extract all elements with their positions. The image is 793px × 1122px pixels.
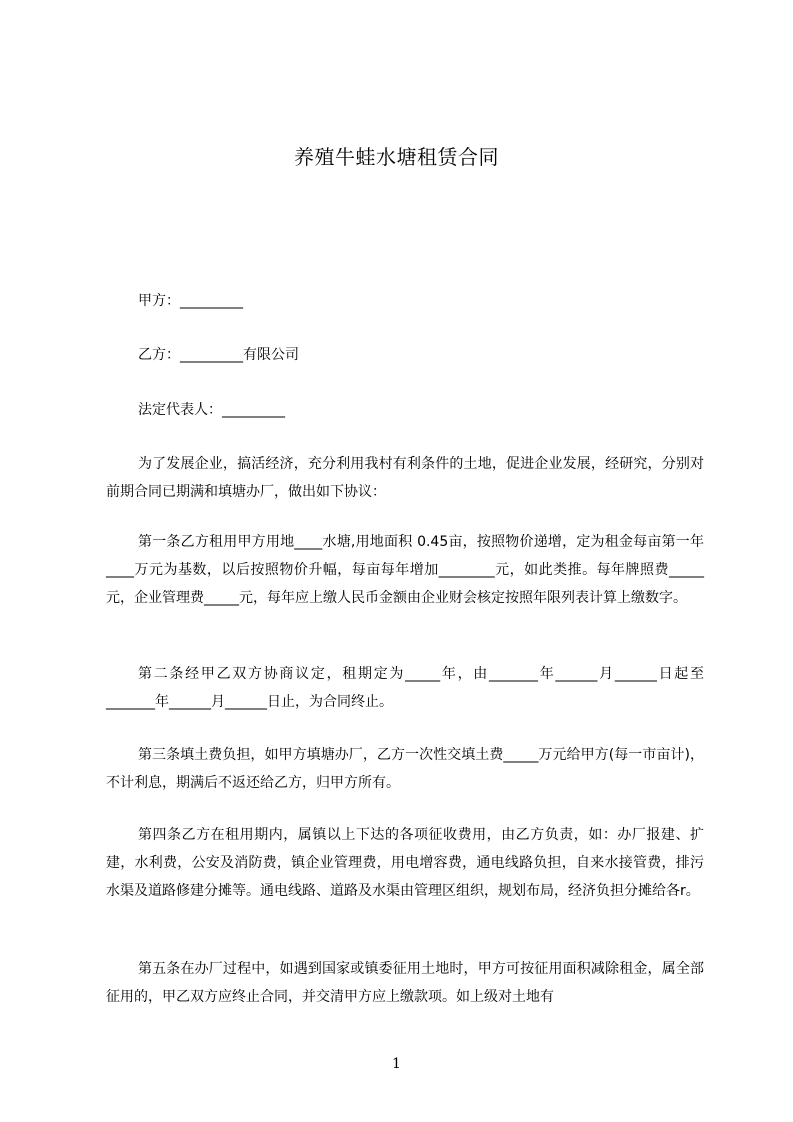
article-1-paragraph: 第一条乙方租用甲方用地____水塘,用地面积 0.45亩，按照物价递增，定为租金每亩第一年____万元为基数，以后按照物价升幅，每亩每年增加________元，如此类推。每年牌照费_____元，企业管理费_____元，每年应上缴人民币金额由企业财会核定按照年限列表计算上缴数字。 — [106, 534, 704, 606]
party-b-line: 乙方：_________有限公司 — [138, 347, 299, 363]
article-2-paragraph: 第二条经甲乙双方协商议定，租期定为_____年，由_______年______月______日起至_______年______月______日止，为合同终止。 — [106, 666, 704, 710]
page-number: 1 — [392, 1056, 401, 1072]
article-5-paragraph: 第五条在办厂过程中，如遇到国家或镇委征用土地时，甲方可按征用面积减除租金，属全部征用的，甲乙双方应终止合同，并交清甲方应上缴款项。如上级对土地有 — [106, 961, 704, 1005]
document-title: 养殖牛蛙水塘租赁合同 — [294, 145, 499, 169]
party-a-line: 甲方：_________ — [138, 293, 243, 309]
article-3-paragraph: 第三条填土费负担，如甲方填塘办厂，乙方一次性交填土费_____万元给甲方(每一市亩计)，不计利息，期满后不返还给乙方，归甲方所有。 — [106, 747, 704, 791]
legal-representative-line: 法定代表人：_________ — [138, 402, 285, 418]
intro-paragraph: 为了发展企业，搞活经济，充分利用我村有利条件的土地，促进企业发展，经研究，分别对前期合同已期满和填塘办厂，做出如下协议： — [106, 456, 704, 500]
article-4-paragraph: 第四条乙方在租用期内，属镇以上下达的各项征收费用，由乙方负责，如：办厂报建、扩建，水利费，公安及消防费，镇企业管理费，用电增容费，通电线路负担，自来水接管费，排污水渠及道路修建分摊等。通电线路、道路及水渠由管理区组织，规划布局，经济负担分摊给各r。 — [106, 827, 704, 899]
